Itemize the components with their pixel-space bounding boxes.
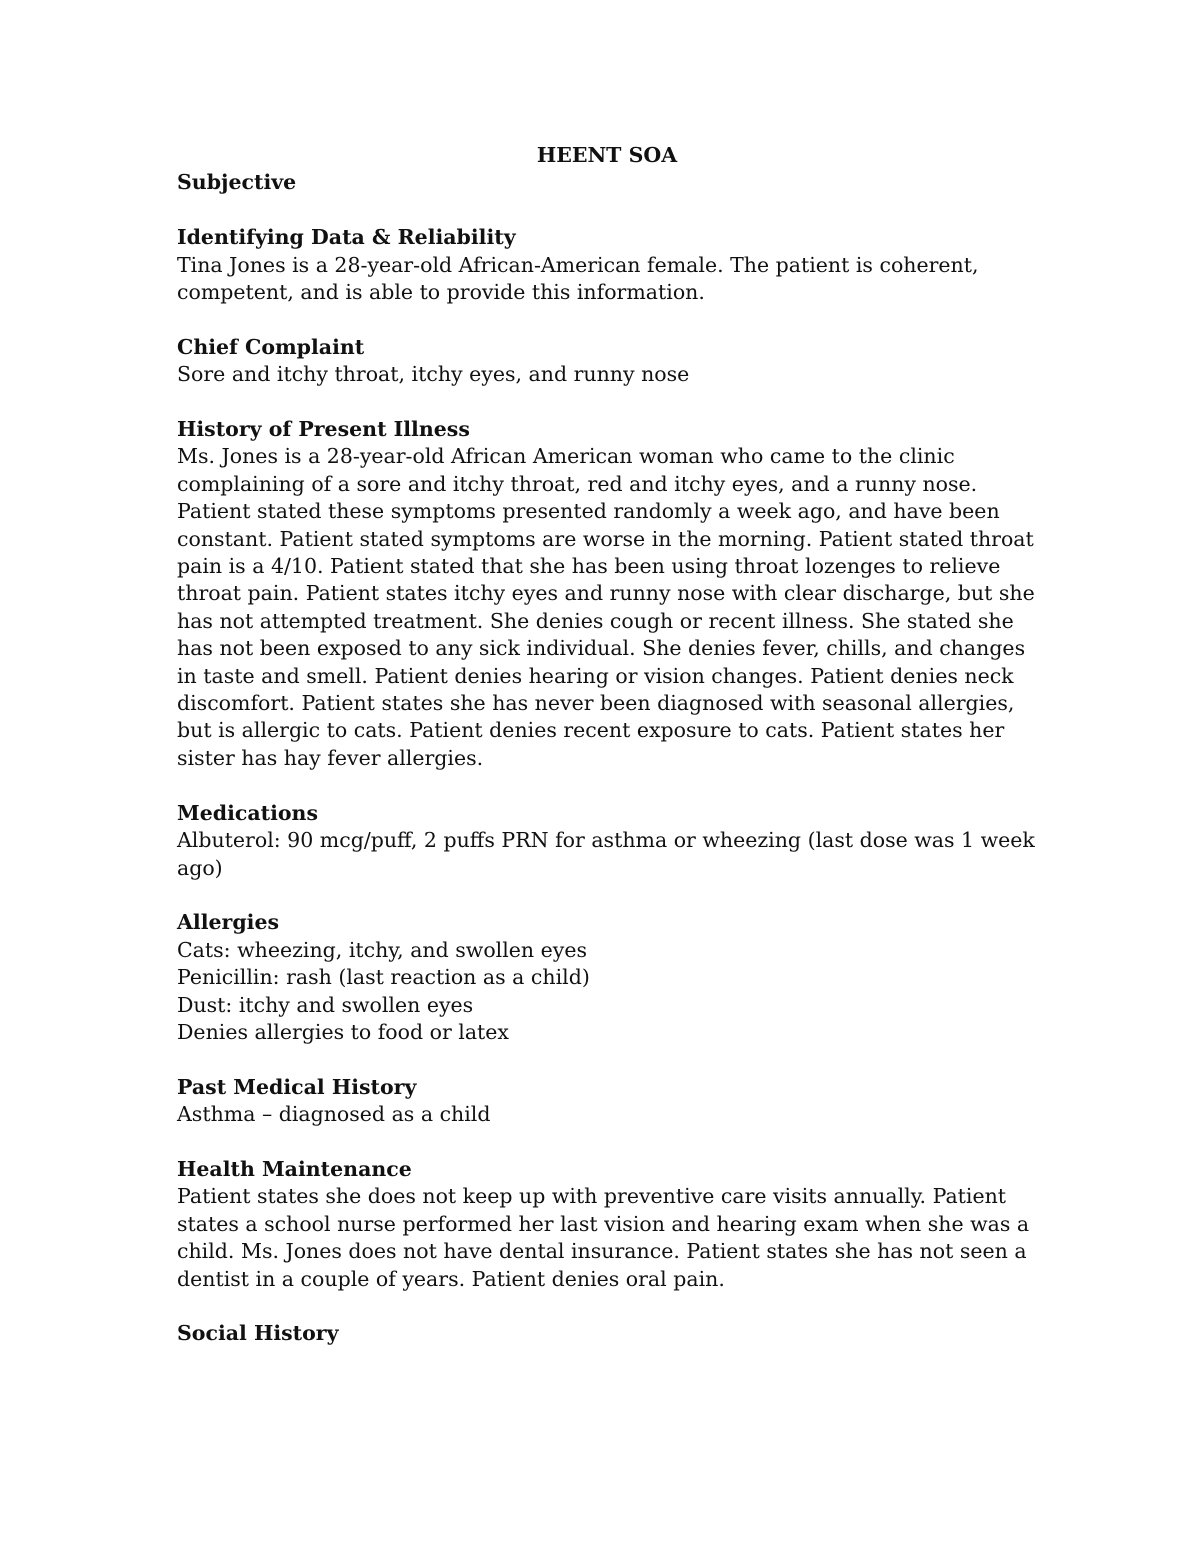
heading-past-medical-history: Past Medical History [177, 1074, 417, 1099]
allergy-item: Penicillin: rash (last reaction as a child) [177, 965, 590, 990]
heading-medications: Medications [177, 800, 318, 825]
allergy-item: Denies allergies to food or latex [177, 1019, 509, 1044]
document-title: HEENT SOA [536, 143, 678, 167]
paragraph-identifying-data: Tina Jones is a 28-year-old African-American female. The patient is coherent, competent, and is able to provide this information. [177, 252, 979, 305]
paragraph-past-medical-history: Asthma – diagnosed as a child [177, 1102, 491, 1127]
heading-social-history: Social History [177, 1321, 339, 1346]
document-page [177, 142, 1037, 1348]
heading-identifying-data: Identifying Data & Reliability [177, 225, 516, 250]
heading-chief-complaint: Chief Complaint [177, 334, 365, 359]
allergies-list [177, 937, 1037, 1047]
paragraph-chief-complaint: Sore and itchy throat, itchy eyes, and runny nose [177, 362, 690, 387]
allergy-item: Dust: itchy and swollen eyes [177, 992, 474, 1017]
allergy-item: Cats: wheezing, itchy, and swollen eyes [177, 937, 587, 962]
section-label-subjective: Subjective [177, 170, 297, 195]
paragraph-medications: Albuterol: 90 mcg/puff, 2 puffs PRN for asthma or wheezing (last dose was 1 week ago) [177, 828, 1035, 880]
heading-history-present-illness: History of Present Illness [177, 417, 470, 442]
paragraph-history-present-illness: Ms. Jones is a 28-year-old African American woman who came to the clinic complaining of a sore and itchy throat, red and itchy eyes, and a runny nose. Patient stated these symptoms presented randomly a week ago, and have been constant. Patient stated symptoms are worse in the morning. Patient stated throat pain is a 4/10. Patient stated that she has been using throat lozenges to relieve throat pain. Patient states itchy eyes and runny nose with clear discharge, but she has not attempted treatment. She denies cough or recent illness. She stated she has not been exposed to any sick individual. She denies fever, chills, and changes in taste and smell. Patient denies hearing or vision changes. Patient denies neck discomfort. Patient states she has never been diagnosed with seasonal allergies, but is allergic to cats. Patient denies recent exposure to cats. Patient states her sister has hay fever allergies. [177, 444, 1035, 770]
heading-health-maintenance: Health Maintenance [177, 1156, 412, 1181]
heading-allergies: Allergies [177, 910, 280, 935]
paragraph-health-maintenance: Patient states she does not keep up with preventive care visits annually. Patient states a school nurse performed her last vision and hearing exam when she was a child. Ms. Jones does not have dental insurance. Patient states she has not seen a dentist in a couple of years. Patient denies oral pain. [177, 1184, 1030, 1291]
